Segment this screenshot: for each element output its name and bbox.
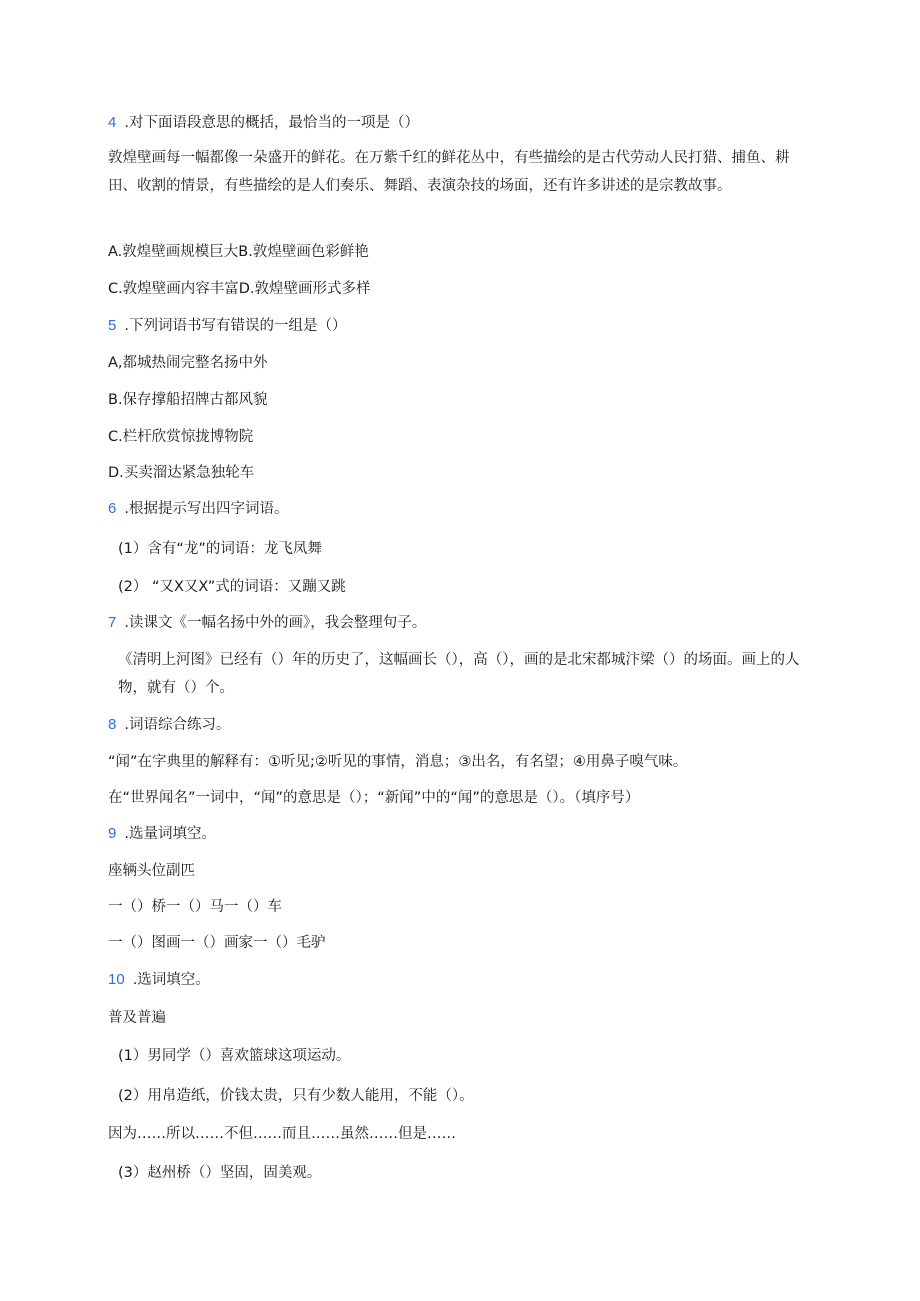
passage: 敦煌壁画每一幅都像一朵盛开的鲜花。在万紫千红的鲜花丛中，有些描绘的是古代劳动人民打猎、捕鱼、耕田、收割的情景，有些描绘的是人们奏乐、舞蹈、表演杂技的场面，还有许多讲述的是宗教故事。: [108, 150, 790, 194]
word-bank-1: 普及普遍: [108, 1010, 166, 1026]
fill-line: 在“世界闻名”一词中，“闻”的意思是（）；“新闻”中的“闻”的意思是（）。（填序号）: [108, 790, 640, 806]
definition-line: “闻”在字典里的解释有：①听见;②听见的事情，消息；③出名，有名望；④用鼻子嗅气味。: [108, 754, 688, 770]
sub-item-1: (1）含有“龙”的词语：龙飞凤舞: [118, 541, 322, 557]
question-text: .选量词填空。: [124, 826, 216, 842]
question-text: .读课文《一幅名扬中外的画》，我会整理句子。: [124, 615, 427, 631]
question-7: [108, 613, 810, 633]
question-5: [108, 316, 810, 336]
question-6: [108, 499, 810, 519]
option-d: D.买卖溜达紧急独轮车: [108, 465, 255, 481]
option-b: B.保存撑船招牌古都风貌: [108, 392, 268, 408]
question-number: 6: [108, 500, 117, 517]
question-number: 10: [108, 971, 125, 988]
question-text: .选词填空。: [132, 972, 210, 988]
sub-item-2: (2）用帛造纸，价钱太贵，只有少数人能用，不能（）。: [118, 1088, 474, 1104]
question-10: [108, 970, 810, 990]
question-text: .根据提示写出四字词语。: [124, 501, 289, 517]
fill-sentence: 《清明上河图》已经有（）年的历史了，这幅画长（），高（），画的是北宋都城汴梁（）的场面。画上的人物，就有（）个。: [118, 652, 800, 696]
word-bank: 座辆头位副匹: [108, 863, 195, 879]
sub-item-2: (2） “又X又X”式的词语：又蹦又跳: [118, 579, 346, 595]
question-4: [108, 113, 810, 133]
question-number: 5: [108, 317, 117, 334]
question-number: 7: [108, 614, 117, 631]
question-number: 4: [108, 114, 117, 131]
option-row-2: C.敦煌壁画内容丰富D.敦煌壁画形式多样: [108, 281, 371, 297]
question-number: 8: [108, 716, 117, 733]
option-c: C.栏杆欣赏惊拢博物院: [108, 429, 254, 445]
option-row-1: A.敦煌壁画规模巨大B.敦煌壁画色彩鲜艳: [108, 244, 369, 260]
question-text: .对下面语段意思的概括，最恰当的一项是（）: [124, 115, 419, 131]
option-a: A,都城热闹完整名扬中外: [108, 355, 268, 371]
question-8: [108, 715, 810, 735]
sub-item-3: (3）赵州桥（）坚固，固美观。: [118, 1165, 322, 1181]
fill-row-1: 一（）桥一（）马一（）车: [108, 899, 282, 915]
word-bank-2: 因为……所以……不但……而且……虽然……但是……: [108, 1126, 456, 1142]
fill-row-2: 一（）图画一（）画家一（）毛驴: [108, 935, 326, 951]
question-text: .下列词语书写有错误的一组是（）: [124, 318, 347, 334]
sub-item-1: (1）男同学（）喜欢篮球这项运动。: [118, 1048, 351, 1064]
question-number: 9: [108, 825, 117, 842]
question-text: .词语综合练习。: [124, 717, 231, 733]
question-9: [108, 824, 810, 844]
